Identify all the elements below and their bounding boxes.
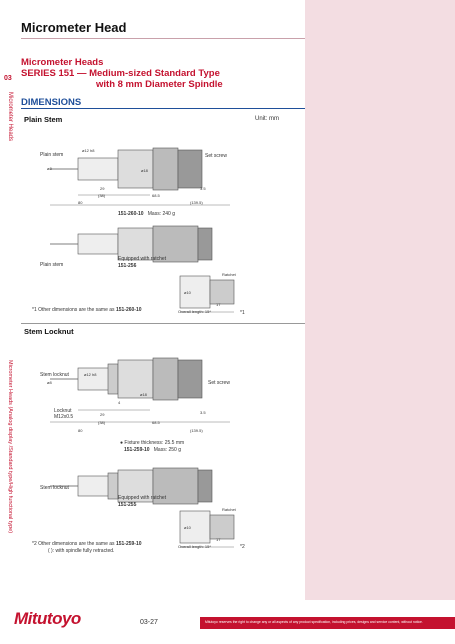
locknut-ratchet-label: Ratchet	[222, 507, 236, 512]
locknut-note	[32, 541, 142, 547]
locknut-model: 151-259-10	[124, 447, 150, 453]
locknut-ratchet-overall: Overall length: 15*	[178, 544, 211, 549]
plain-thimble	[153, 148, 178, 190]
plain-dim-l3: 68.5	[152, 193, 160, 198]
plain-dim-l5: (139.5)	[190, 200, 203, 205]
locknut-dim-l6: 80	[78, 428, 83, 433]
plain-model-line	[118, 211, 175, 217]
locknut-dim-d1: ø8	[47, 380, 52, 385]
plain-ratchet-label: Ratchet	[222, 272, 236, 277]
plain-ratchet-d1: ø10	[184, 290, 191, 295]
locknut-dim-l0: 4	[118, 400, 121, 405]
stem-locknut-title: Stem Locknut	[24, 327, 74, 336]
dimensions-heading: DIMENSIONS	[21, 97, 82, 108]
plain-model: 151-260-10	[118, 211, 144, 217]
locknut-label: Locknut	[54, 408, 72, 414]
footer-disclaimer: Mitutoyo reserves the right to change any or all aspects of any product specification, including prices, designs and service content, without notice.	[205, 620, 423, 624]
plain-ratchet-drawing	[30, 222, 280, 272]
product-title-line1: Micrometer Heads	[21, 57, 104, 68]
plain-mass: Mass: 240 g	[147, 211, 175, 217]
locknut-dim-l1: 29	[100, 412, 105, 417]
plain-star-note: *1	[240, 310, 245, 316]
locknut-ratchet-d1: ø10	[184, 525, 191, 530]
plain-ratchet-caption: Equipped with ratchet	[118, 256, 167, 262]
locknut-ratchet-model: 151-255	[118, 502, 137, 508]
locknut-ratchet-d2: 17	[216, 537, 221, 542]
stem-locknut-callout: Stem locknut	[40, 372, 69, 378]
product-title-line2: SERIES 151 — Medium-sized Standard Type	[21, 68, 220, 79]
unit-label: Unit: mm	[255, 116, 279, 122]
locknut-note-text: *2 Other dimensions are the same as	[32, 541, 115, 547]
locknut-mass: Mass: 250 g	[153, 447, 181, 453]
plain-dim-l6: 80	[78, 200, 83, 205]
plain-dim-l1: 29	[100, 186, 105, 191]
locknut-ratchet-stem-callout: Stem locknut	[40, 485, 69, 491]
side-long-category-label: Micrometer Heads (Analog display /Standard type/High functional type)	[7, 360, 13, 534]
page-number: 03-27	[140, 619, 158, 626]
plain-stem-callout: Plain stem	[40, 152, 64, 158]
locknut-star-note: *2	[240, 544, 245, 550]
locknut-dim-l3: 68.5	[152, 420, 160, 425]
plain-note	[32, 307, 142, 313]
plain-ratchet-overall: Overall length: 15*	[178, 309, 211, 314]
dimensions-divider	[21, 108, 305, 109]
plain-ratchet-model: 151-256	[118, 263, 137, 269]
title-divider	[21, 38, 305, 39]
plain-dim-l4: 3.5	[200, 186, 206, 191]
page-title: Micrometer Head	[21, 20, 127, 35]
locknut-dim-l2: (38)	[98, 420, 106, 425]
locknut-dim-d2: ø12 h8	[84, 372, 97, 377]
locknut-ring	[108, 364, 118, 394]
plain-spindle-body	[78, 158, 118, 180]
section-divider	[21, 323, 305, 324]
product-title-line3: with 8 mm Diameter Spindle	[96, 79, 223, 90]
locknut-dim-l5: (139.5)	[190, 428, 203, 433]
plain-stem-title: Plain Stem	[24, 115, 63, 124]
locknut-spec: M12x0.5	[54, 414, 74, 420]
locknut-model-line	[124, 447, 181, 453]
plain-ratchet-d2: 17	[216, 302, 221, 307]
locknut-dim-l4: 3.5	[200, 410, 206, 415]
side-category-label: Micrometer Heads	[7, 92, 13, 142]
locknut-note-model: 151-259-10	[115, 541, 142, 547]
plain-dim-d1: ø8	[47, 166, 52, 171]
plain-set-screw-label: Set screw	[205, 153, 227, 159]
plain-dim-d3: ø18	[141, 168, 148, 173]
plain-note-model: 151-260-10	[115, 307, 142, 313]
plain-dim-l2: (38)	[98, 193, 106, 198]
plain-stem-drawing	[30, 140, 280, 220]
plain-note-text: *1 Other dimensions are the same as	[32, 307, 115, 313]
locknut-set-screw-label: Set screw	[208, 380, 230, 386]
locknut-ratchet-caption: Equipped with ratchet	[118, 495, 167, 501]
plain-knob	[178, 150, 202, 188]
locknut-dim-d3: ø18	[140, 392, 147, 397]
plain-ratchet-stem-callout: Plain stem	[40, 262, 64, 268]
product-title	[21, 57, 291, 90]
plain-dim-d2: ø12 h8	[82, 148, 95, 153]
chapter-tab: 03	[4, 75, 12, 82]
locknut-note-line2: ( ): with spindle fully retracted.	[48, 548, 115, 554]
mitutoyo-logo: Mitutoyo	[14, 609, 81, 628]
locknut-fixture-note: ● Fixture thickness: 25.5 mm	[120, 440, 185, 446]
right-sidebar-background	[305, 0, 455, 600]
